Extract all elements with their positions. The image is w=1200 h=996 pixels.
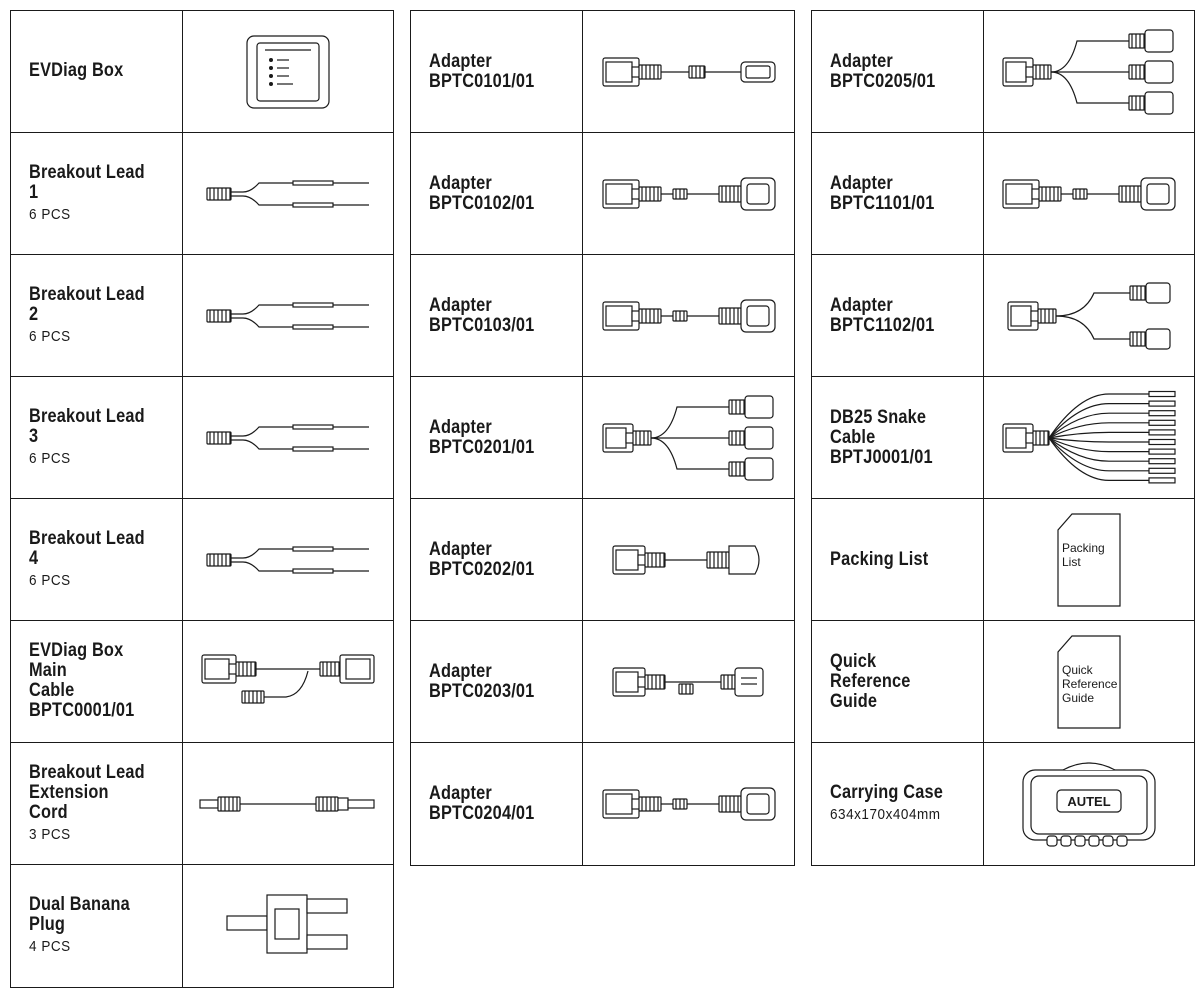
item-name: Adapter BPTC0103/01 [429, 294, 535, 336]
item-row [411, 11, 794, 133]
item-name: EVDiag Box Main Cable BPTC0001/01 [29, 639, 135, 721]
main-cable-icon [183, 621, 393, 742]
adapter-cable-icon [583, 499, 794, 620]
item-name: Adapter BPTC0101/01 [429, 50, 535, 92]
item-qty: 3 PCS [29, 825, 71, 843]
svg-text:Reference: Reference [1062, 676, 1118, 691]
adapter-split-cable-icon [984, 255, 1194, 376]
item-name: Adapter BPTC0202/01 [429, 538, 535, 580]
accessory-table-left [10, 10, 394, 988]
item-name: Packing List [830, 548, 929, 570]
item-qty: 6 PCS [29, 571, 71, 589]
item-qty: 4 PCS [29, 938, 71, 955]
svg-text:Quick: Quick [1062, 662, 1093, 677]
snake-cable-icon [984, 377, 1194, 498]
svg-text:AUTEL: AUTEL [1067, 794, 1111, 809]
evdiag-box-icon [183, 11, 393, 132]
adapter-split-cable-icon [583, 377, 794, 498]
item-name: DB25 Snake Cable BPTJ0001/01 [830, 406, 933, 468]
item-name: Breakout Lead 2 [29, 283, 145, 325]
item-name: Adapter BPTC0201/01 [429, 416, 535, 458]
item-name: Quick Reference Guide [830, 650, 911, 712]
item-qty: 6 PCS [29, 205, 71, 223]
item-name: Adapter BPTC0102/01 [429, 172, 535, 214]
item-row [411, 133, 794, 255]
accessory-table-middle [410, 10, 795, 866]
item-name: Adapter BPTC0204/01 [429, 783, 535, 824]
item-qty: 6 PCS [29, 449, 71, 467]
item-row [812, 255, 1194, 377]
item-name: Carrying Case [830, 782, 944, 803]
item-row [411, 255, 794, 377]
item-name: Adapter BPTC1102/01 [830, 294, 935, 336]
item-row [11, 255, 393, 377]
extension-cord-icon [183, 743, 393, 864]
item-row [411, 377, 794, 499]
svg-text:Guide: Guide [1062, 690, 1095, 705]
adapter-cable-icon [583, 621, 794, 742]
item-name: EVDiag Box [29, 59, 124, 81]
item-row [812, 377, 1194, 499]
item-row [11, 743, 393, 865]
item-row [812, 499, 1194, 621]
item-row [812, 11, 1194, 133]
item-qty: 6 PCS [29, 327, 71, 345]
item-row [11, 499, 393, 621]
carrying-case-icon [984, 743, 1194, 865]
adapter-cable-icon [583, 11, 794, 132]
adapter-cable-icon [583, 255, 794, 376]
item-row [411, 621, 794, 743]
item-name: Breakout Lead 1 [29, 161, 145, 203]
adapter-split-cable-icon [984, 11, 1194, 132]
item-row [11, 377, 393, 499]
item-name: Breakout Lead Extension Cord [29, 761, 145, 823]
item-row [11, 865, 393, 987]
item-row [812, 743, 1194, 865]
breakout-lead-icon [183, 377, 393, 498]
item-name: Dual Banana Plug [29, 894, 130, 935]
adapter-cable-icon [583, 743, 794, 865]
accessory-table-right [811, 10, 1195, 866]
adapter-cable-icon [583, 133, 794, 254]
item-row [11, 11, 393, 133]
svg-text:Packing: Packing [1062, 540, 1105, 555]
item-name: Adapter BPTC0205/01 [830, 50, 936, 92]
breakout-lead-icon [183, 133, 393, 254]
item-name: Breakout Lead 4 [29, 527, 145, 569]
item-row [812, 133, 1194, 255]
item-row [411, 499, 794, 621]
svg-text:List: List [1062, 554, 1081, 569]
item-name: Breakout Lead 3 [29, 405, 145, 447]
document-icon [984, 499, 1194, 620]
breakout-lead-icon [183, 255, 393, 376]
item-row [11, 621, 393, 743]
adapter-cable-icon [984, 133, 1194, 254]
item-name: Adapter BPTC1101/01 [830, 172, 935, 214]
dual-banana-plug-icon [183, 865, 393, 987]
item-name: Adapter BPTC0203/01 [429, 660, 535, 702]
item-row [11, 133, 393, 255]
breakout-lead-icon [183, 499, 393, 620]
document-icon [984, 621, 1194, 742]
item-row [812, 621, 1194, 743]
item-row [411, 743, 794, 865]
item-qty: 634x170x404mm [830, 806, 941, 823]
